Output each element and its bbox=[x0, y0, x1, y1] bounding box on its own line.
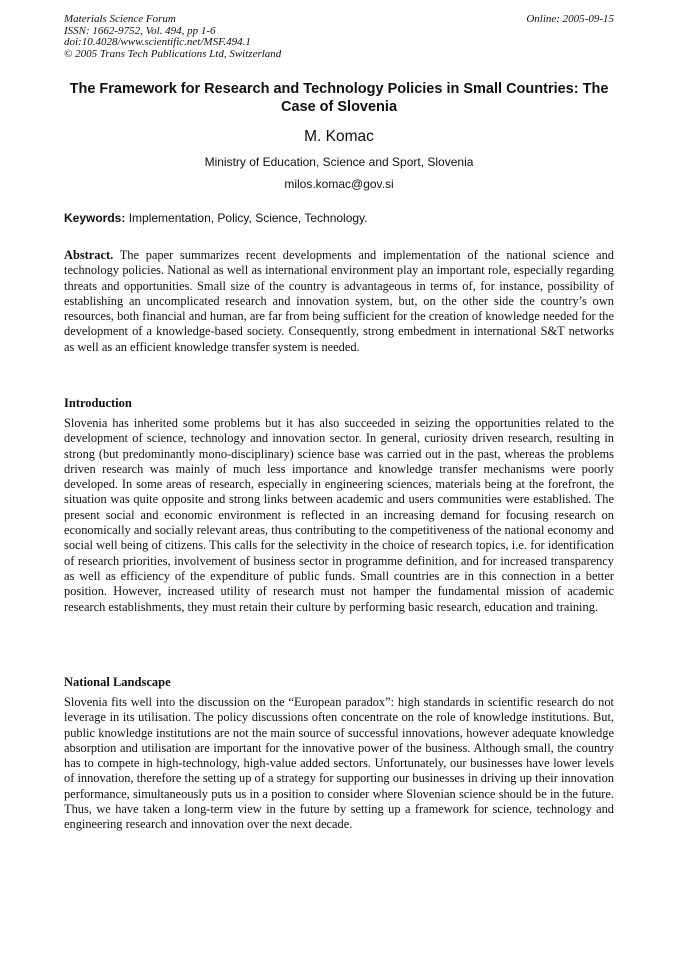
section-heading-national-landscape: National Landscape bbox=[64, 675, 171, 689]
section-text-introduction: Slovenia has inherited some problems but it has also succeeded in seizing the opportunities related to the development of science, technology and innovation sector. In general, curiosity driven research, resulting in strong (but predominantly mono-disciplinary) science base was carried out in the past, whereas the problems driven research was mainly of much less importance and knowledge transfer mechanisms were poorly developed. In some areas of research, especially in engineering sciences, materials being at the forefront, the situation was quite opposite and strong links between academic and users communities were established. The present social and economic environment is reflected in an increasing demand for focusing research on economically and socially relevant areas, thus contributing to the competitiveness of the national economy and social well being of citizens. This calls for the selectivity in the choice of research topics, i.e. for identification of research priorities, involvement of business sector in programme definition, and for increased transparency as well as efficiency of the expenditure of public funds. Small countries are in this connection in a better position. However, increased utility of research must not hamper the fundamental mission of academic research establishments, they must retain their culture by performing basic research, education and training. bbox=[64, 416, 614, 614]
author-affiliation: Ministry of Education, Science and Sport, Slovenia bbox=[204, 155, 474, 169]
section-heading-introduction: Introduction bbox=[64, 396, 132, 410]
abstract-label: Abstract. bbox=[64, 248, 114, 262]
section-text-national-landscape: Slovenia fits well into the discussion on the “European paradox”: high standards in scientific research do not leverage in its utilisation. The policy discussions often concentrate on the role of knowledge institutions. But, public knowledge institutions are not the main source of successful innovations, however adequate knowledge absorption and utilisation are important for the innovative power of the business. Although small, the country has to compete in high-technology, high-value added sectors. Unfortunately, our businesses have lower levels of innovation, therefore the setting up of a strategy for supporting our businesses in driving up their innovation performance, simultaneously puts us in a position to consider where Slovenian science should be in the future. Thus, we have taken a long-term view in the future by setting up a framework for science, technology and engineering research and innovation over the next decade. bbox=[64, 695, 614, 832]
keywords-label: Keywords: bbox=[64, 211, 126, 225]
keywords-text: Implementation, Policy, Science, Technology. bbox=[128, 211, 368, 225]
journal-copyright: © 2005 Trans Tech Publications Ltd, Switzerland bbox=[64, 47, 282, 60]
author-email: milos.komac@gov.si bbox=[284, 177, 394, 191]
journal-issn: ISSN: 1662-9752, Vol. 494, pp 1-6 bbox=[64, 24, 216, 37]
paper-title: The Framework for Research and Technology Policies in Small Countries: The Case of Slovenia bbox=[69, 81, 609, 115]
journal-header bbox=[64, 14, 281, 60]
abstract-text: The paper summarizes recent developments and implementation of the national science and technology policies. National as well as international environment play an important role, especially regarding threats and opportunities. Small size of the country is advantageous in terms of, for instance, possibility of establishing an uncomplicated research and innovation system, but, on the other side the country’s own resources, both financial and human, are far from being sufficient for the creation of knowledge needed for the development of a knowledge-based society. Consequently, strong embedment in international S&T networks as well as an efficient knowledge transfer system is needed. bbox=[64, 248, 615, 354]
keywords bbox=[64, 211, 614, 226]
author-name: M. Komac bbox=[304, 128, 374, 145]
journal-name: Materials Science Forum bbox=[64, 13, 176, 25]
journal-doi: doi:10.4028/www.scientific.net/MSF.494.1 bbox=[64, 36, 251, 48]
abstract bbox=[64, 248, 614, 355]
online-date: Online: 2005-09-15 bbox=[526, 13, 614, 25]
